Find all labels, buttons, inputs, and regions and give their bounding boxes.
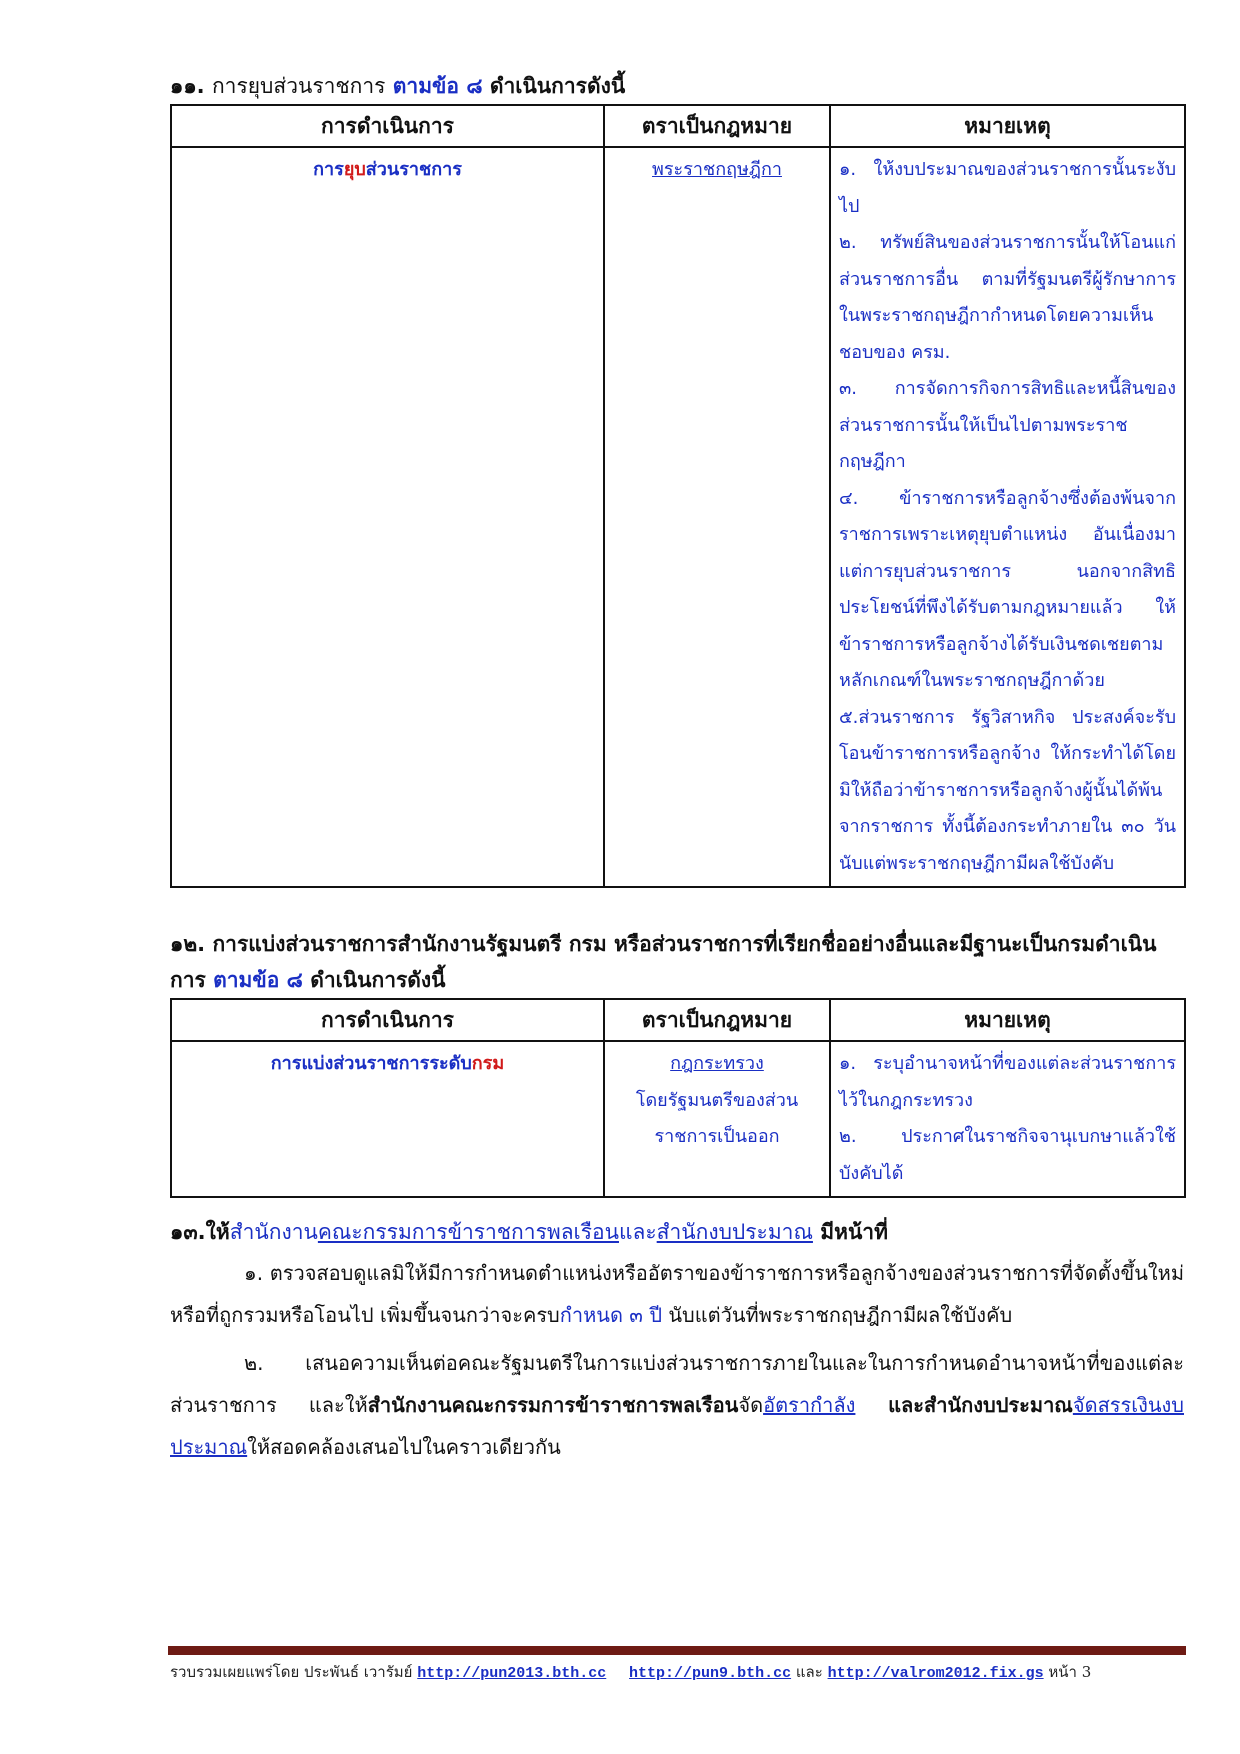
remark-cell xyxy=(830,1041,1185,1197)
remark-item: ๒. ทรัพย์สินของส่วนราชการนั้นให้โอนแก่ส่วนราชการอื่น ตามที่รัฐมนตรีผู้รักษาการในพระราชกฤษฎีกากำหนดโดยความเห็นชอบของ ครม. xyxy=(839,232,1176,363)
table-header-row xyxy=(171,105,1185,147)
section-13-item-2 xyxy=(170,1342,1184,1468)
item-2-text-c: และ xyxy=(855,1393,925,1417)
action-keyword: กรม xyxy=(471,1053,505,1074)
org-ocsc-prefix: สำนักงาน xyxy=(229,1220,318,1244)
footer-conjunction: และ xyxy=(795,1663,823,1681)
remark-item: ๒. ประกาศในราชกิจจานุเบกษาแล้วใช้บังคับได้ xyxy=(839,1126,1176,1184)
footer-credit: รวบรวมเผยแพร่โดย ประพันธ์ เวารัมย์ xyxy=(170,1663,413,1681)
item-2-org-ocsc: สำนักงานคณะกรรมการข้าราชการพลเรือน xyxy=(367,1393,739,1417)
section-13-tail: มีหน้าที่ xyxy=(812,1220,888,1244)
item-2-text-d: ให้สอดคล้องเสนอไปในคราวเดียวกัน xyxy=(247,1435,561,1459)
page-footer xyxy=(170,1660,1184,1684)
section-11-title-tail: ดำเนินการดังนี้ xyxy=(489,74,626,98)
section-11-table xyxy=(170,104,1186,888)
item-1-text: ๑. ตรวจสอบดูแลมิให้มีการกำหนดตำแหน่งหรืออัตราของข้าราชการหรือลูกจ้างของส่วนราชการที่จัดตั้งขึ้นใหม่ หรือที่ถูกรวมหรือโอนไป เพิ่มขึ้นจนกว่าจะครบ xyxy=(170,1261,1184,1327)
section-13-conjunction: และ xyxy=(618,1220,657,1244)
action-text-tail: ส่วนราชการ xyxy=(365,159,462,180)
item-2-org-budget: สำนักงบประมาณ xyxy=(924,1393,1073,1417)
org-budget-link[interactable]: สำนักงบประมาณ xyxy=(656,1220,813,1244)
section-12-title: การแบ่งส่วนราชการสำนักงานรัฐมนตรี กรม หรือส่วนราชการที่เรียกชื่ออย่างอื่นและมีฐานะเป็นกรมดำเนินการ xyxy=(170,932,1157,992)
org-ocsc-link[interactable]: คณะกรรมการข้าราชการพลเรือน xyxy=(317,1220,619,1244)
header-action: การดำเนินการ xyxy=(171,105,604,147)
header-remark: หมายเหตุ xyxy=(830,999,1185,1041)
page-number: หน้า 3 xyxy=(1048,1663,1092,1681)
table-row xyxy=(171,1041,1185,1197)
section-13-heading xyxy=(170,1212,1184,1252)
footer-link-3[interactable]: http://valrom2012.fix.gs xyxy=(827,1665,1044,1682)
footer-divider xyxy=(168,1646,1186,1655)
section-11-number: ๑๑. xyxy=(170,74,205,98)
remark-item: ๑. ให้งบประมาณของส่วนราชการนั้นระงับไป xyxy=(839,159,1176,217)
section-13-lead: ให้ xyxy=(205,1220,230,1244)
law-link[interactable]: กฎกระทรวง xyxy=(670,1053,764,1074)
section-11-reference: ตามข้อ ๘ xyxy=(392,74,483,98)
action-cell xyxy=(171,147,604,887)
header-law: ตราเป็นกฎหมาย xyxy=(604,105,830,147)
law-cell xyxy=(604,147,830,887)
action-text: การ xyxy=(313,159,344,180)
action-keyword: ยุบ xyxy=(343,159,366,180)
footer-link-2[interactable]: http://pun9.bth.cc xyxy=(629,1665,792,1682)
budget-allocation-link[interactable]: จัดสรรเงินงบประมาณ xyxy=(170,1393,1184,1459)
item-1-period: กำหนด ๓ ปี xyxy=(559,1303,663,1327)
section-12-number: ๑๒. xyxy=(170,932,206,956)
item-2-text-b: จัด xyxy=(738,1393,764,1417)
footer-link-1[interactable]: http://pun2013.bth.cc xyxy=(417,1665,607,1682)
remark-item: ๑. ระบุอำนาจหน้าที่ของแต่ละส่วนราชการไว้ในกฎกระทรวง xyxy=(839,1053,1176,1111)
table-header-row xyxy=(171,999,1185,1041)
remark-item: ๕.ส่วนราชการ รัฐวิสาหกิจ ประสงค์จะรับโอนข้าราชการหรือลูกจ้าง ให้กระทำได้โดยมิให้ถือว่าข้าราชการหรือลูกจ้างผู้นั้นได้พ้นจากราชการ ทั้งนี้ต้องกระทำภายใน ๓๐ วันนับแต่พระราชกฤษฎีกามีผลใช้บังคับ xyxy=(839,706,1176,874)
section-12-reference: ตามข้อ ๘ xyxy=(213,968,303,992)
section-11-title: การยุบส่วนราชการ xyxy=(211,74,386,98)
section-12-table xyxy=(170,998,1186,1198)
header-remark: หมายเหตุ xyxy=(830,105,1185,147)
item-1-text-tail: นับแต่วันที่พระราชกฤษฎีกามีผลใช้บังคับ xyxy=(662,1303,1013,1327)
remark-item: ๔. ข้าราชการหรือลูกจ้างซึ่งต้องพ้นจากราชการเพราะเหตุยุบตำแหน่ง อันเนื่องมาแต่การยุบส่วนราชการ นอกจากสิทธิประโยชน์ที่พึงได้รับตามกฎหมายแล้ว ให้ข้าราชการหรือลูกจ้างได้รับเงินชดเชยตามหลักเกณฑ์ในพระราชกฤษฎีกาด้วย xyxy=(839,487,1176,691)
section-12-title-tail: ดำเนินการดังนี้ xyxy=(310,968,446,992)
item-2-text: ๒. เสนอความเห็นต่อคณะรัฐมนตรีในการแบ่งส่วนราชการภายในและในการกำหนดอำนาจหน้าที่ของแต่ละส่วนราชการ และให้ xyxy=(170,1351,1184,1417)
law-cell xyxy=(604,1041,830,1197)
section-12-heading xyxy=(170,926,1184,998)
document-page xyxy=(170,68,1184,1468)
law-note: โดยรัฐมนตรีของส่วนราชการเป็นออก xyxy=(635,1089,799,1147)
remark-item: ๓. การจัดการกิจการสิทธิและหนี้สินของส่วนราชการนั้นให้เป็นไปตามพระราชกฤษฎีกา xyxy=(839,378,1176,472)
law-link[interactable]: พระราชกฤษฎีกา xyxy=(652,159,782,180)
action-text: การแบ่งส่วนราชการระดับ xyxy=(270,1053,472,1074)
header-action: การดำเนินการ xyxy=(171,999,604,1041)
action-cell xyxy=(171,1041,604,1197)
header-law: ตราเป็นกฎหมาย xyxy=(604,999,830,1041)
remark-cell xyxy=(830,147,1185,887)
section-13-number: ๑๓. xyxy=(170,1220,206,1244)
section-13-item-1 xyxy=(170,1252,1184,1336)
section-11-heading xyxy=(170,68,1184,104)
table-row xyxy=(171,147,1185,887)
manpower-link[interactable]: อัตรากำลัง xyxy=(763,1393,856,1417)
